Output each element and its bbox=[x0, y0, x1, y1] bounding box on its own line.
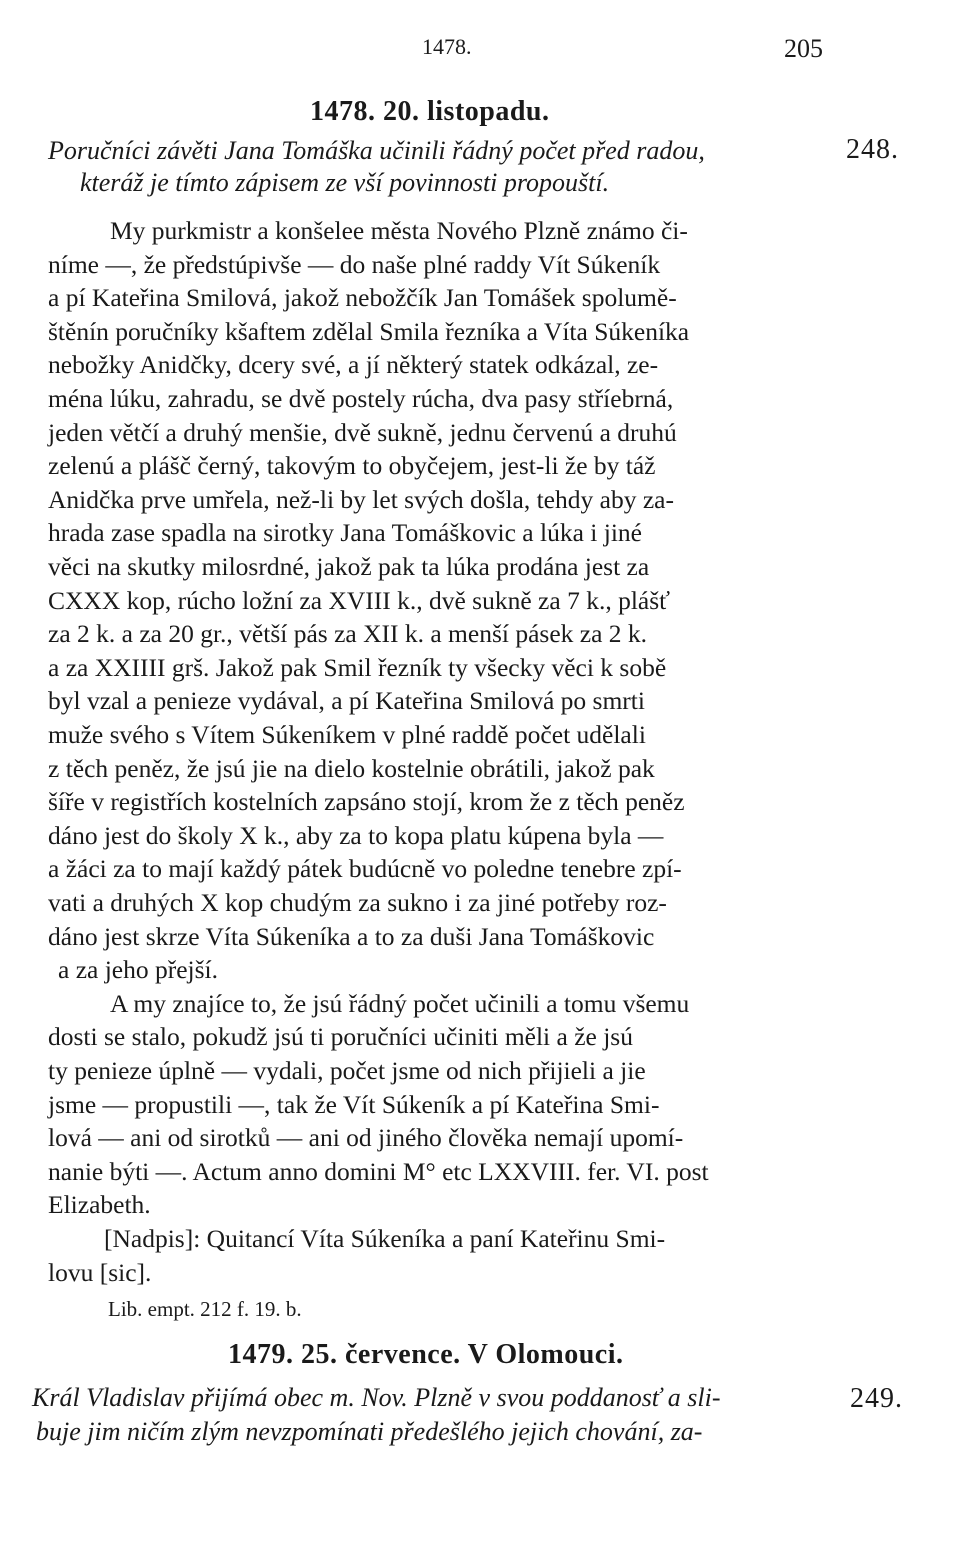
body-line: vati a druhých X kop chudým za sukno i za jiné potřeby roz- bbox=[48, 888, 667, 917]
body-line: Elizabeth. bbox=[48, 1190, 151, 1220]
summary-line: Poručníci závěti Jana Tomáška učinili řádný počet před radou, bbox=[48, 136, 705, 165]
body-line: muže svého s Vítem Súkeníkem v plné raddě počet udělali bbox=[48, 720, 646, 749]
entry-date-heading: 1478. 20. listopadu. bbox=[310, 96, 550, 127]
header-year: 1478. bbox=[422, 34, 472, 59]
heading-note-line: [Nadpis]: Quitancí Víta Súkeníka a paní Kateřinu Smi- bbox=[104, 1224, 666, 1253]
body-line: a žáci za to mají každý pátek budúcně vo poledne tenebre zpí- bbox=[48, 854, 682, 884]
heading-note-line: lovu [sic]. bbox=[48, 1257, 152, 1287]
body-line: ména lúku, zahradu, se dvě postely rúcha, dva pasy stříebrná, bbox=[48, 384, 674, 413]
summary-line: Král Vladislav přijímá obec m. Nov. Plzně v svou poddanosť a sli- bbox=[32, 1383, 721, 1413]
body-line: jeden větčí a druhý menšie, dvě sukně, jednu červenú a druhú bbox=[48, 417, 677, 447]
body-line: ty penieze úplně — vydali, počet jsme od nich přijieli a jie bbox=[48, 1056, 646, 1085]
body-line: jsme — propustili —, tak že Vít Súkeník a pí Kateřina Smi- bbox=[48, 1089, 660, 1119]
page-number: 205 bbox=[784, 34, 823, 63]
body-line: nanie býti —. Actum anno domini M° etc LXXVIII. fer. VI. post bbox=[48, 1156, 709, 1186]
body-line: a za XXIIII grš. Jakož pak Smil řezník ty všecky věci k sobě bbox=[48, 652, 667, 682]
body-line: za 2 k. a za 20 gr., větší pás za XII k. a menší pásek za 2 k. bbox=[48, 619, 648, 649]
body-line: níme —, že předstúpivše — do naše plné raddy Vít Súkeník bbox=[48, 249, 661, 279]
body-line: My purkmistr a konšelee města Nového Plzně známo či- bbox=[110, 216, 688, 245]
body-line: Anidčka prve umřela, než-li by let svých došla, tehdy aby za- bbox=[48, 484, 674, 514]
summary-line: buje jim ničím zlým nevzpomínati předešlého jejich chování, za- bbox=[36, 1417, 703, 1447]
body-line: zelenú a plášč černý, takovým to obyčejem, jest-li že by táž bbox=[48, 451, 656, 481]
body-line: nebožky Anidčky, dcery své, a jí některý statek odkázal, ze- bbox=[48, 350, 659, 380]
body-line: a pí Kateřina Smilová, jakož nebožčík Jan Tomášek spolumě- bbox=[48, 283, 677, 313]
body-line: hrada zase spadla na sirotky Jana Tomáškovic a lúka i jiné bbox=[48, 518, 642, 548]
body-line: CXXX kop, rúcho ložní za XVIII k., dvě sukně za 7 k., plášť bbox=[48, 585, 671, 615]
summary-line: kteráž je tímto zápisem ze vší povinnosti propouští. bbox=[80, 168, 610, 197]
body-line: dosti se stalo, pokudž jsú ti poručníci učiniti měli a že jsú bbox=[48, 1022, 633, 1052]
body-line: z těch peněz, že jsú jie na dielo kostelnie obrátili, jakož pak bbox=[48, 753, 655, 783]
entry-number: 248. bbox=[846, 134, 899, 165]
source-citation: Lib. empt. 212 f. 19. b. bbox=[108, 1297, 302, 1322]
body-line: štěnín poručníky kšaftem zdělal Smila řezníka a Víta Súkeníka bbox=[48, 316, 690, 346]
body-line: a za jeho přejší. bbox=[58, 955, 219, 985]
entry-date-heading: 1479. 25. července. V Olomouci. bbox=[228, 1339, 624, 1371]
body-line: byl vzal a penieze vydával, a pí Kateřina Smilová po smrti bbox=[48, 686, 645, 716]
body-line: šíře v registřích kostelních zapsáno stojí, krom že z těch peněz bbox=[48, 787, 685, 817]
body-line: dáno jest do školy X k., aby za to kopa platu kúpena byla — bbox=[48, 820, 664, 850]
body-line: dáno jest skrze Víta Súkeníka a to za duši Jana Tomáškovic bbox=[48, 921, 655, 951]
body-line: lová — ani od sirotků — ani od jiného člověka nemají upomí- bbox=[48, 1123, 684, 1153]
body-line: věci na skutky milosrdné, jakož pak ta lúka prodána jest za bbox=[48, 552, 650, 581]
body-line: A my znajíce to, že jsú řádný počet učinili a tomu všemu bbox=[110, 988, 690, 1018]
entry-number: 249. bbox=[850, 1383, 903, 1415]
